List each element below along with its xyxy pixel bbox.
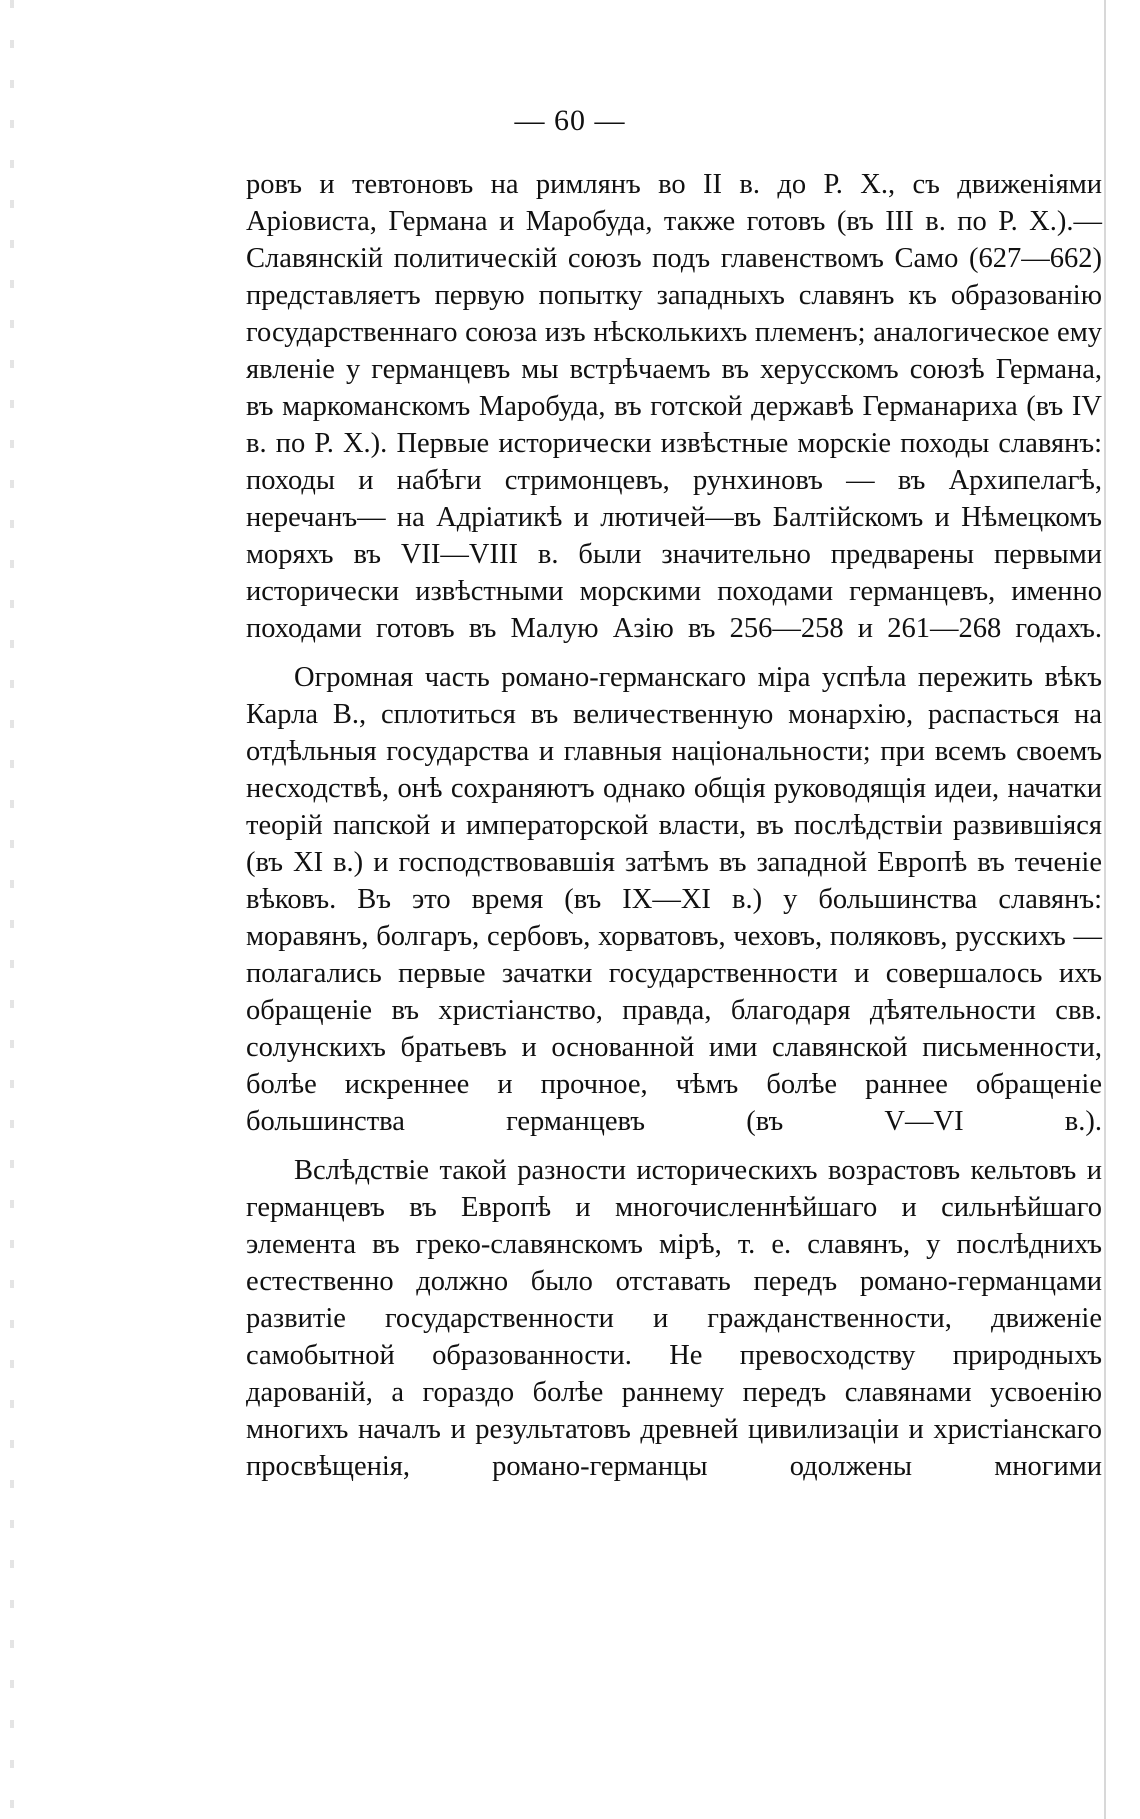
paragraph-3: Вслѣдствіе такой разности историческихъ возрастовъ кельтовъ и германцевъ въ Европѣ и многочисленнѣйшаго и сильнѣйшаго элемента въ греко-славянскомъ мірѣ, т. е. славянъ, у послѣднихъ естественно должно было отставать передъ романо-германцами развитіе государственности и гражданственности, движеніе самобытной образованности. Не превосходству природныхъ дарованій, а гораздо болѣе раннему передъ славянами усвоенію многихъ началъ и результатовъ древней цивилизаціи и христіанскаго просвѣщенія, романо-германцы одолжены многими: [246, 1155, 1102, 1482]
body-text: [246, 166, 1102, 1497]
scan-edge-marks: [10, 0, 14, 1819]
page-edge-line: [1104, 0, 1106, 1819]
paragraph-1: ровъ и тевтоновъ на римлянъ во II в. до Р. Х., съ движеніями Аріовиста, Германа и Маробуда, также готовъ (въ III в. по Р. Х.).—Славянскій политическій союзъ подъ главенствомъ Само (627—662) представляетъ первую попытку западныхъ славянъ къ образованію государственнаго союза изъ нѣсколькихъ племенъ; аналогическое ему явленіе у германцевъ мы встрѣчаемъ въ херусскомъ союзѣ Германа, въ маркоманскомъ Маробуда, въ готской державѣ Германариха (въ IV в. по Р. Х.). Первые исторически извѣстные морскіе походы славянъ: походы и набѣги стримонцевъ, рунхиновъ — въ Архипелагѣ, неречанъ— на Адріатикѣ и лютичей—въ Балтійскомъ и Нѣмецкомъ моряхъ въ VII—VIII в. были значительно предварены первыми исторически извѣстными морскими походами германцевъ, именно походами готовъ въ Малую Азію въ 256—258 и 261—268 годахъ.: [246, 169, 1102, 644]
page-number: — 60 —: [514, 104, 626, 137]
paragraph-2: Огромная часть романо-германскаго міра успѣла пережить вѣкъ Карла В., сплотиться въ величественную монархію, распасться на отдѣльныя государства и главныя національности; при всемъ своемъ несходствѣ, онѣ сохраняютъ однако общія руководящія идеи, начатки теорій папской и императорской власти, въ послѣдствіи развившіяся (въ XI в.) и господствовавшія затѣмъ въ западной Европѣ въ теченіе вѣковъ. Въ это время (въ IX—XI в.) у большинства славянъ: моравянъ, болгаръ, сербовъ, хорватовъ, чеховъ, поляковъ, русскихъ — полагались первые зачатки государственности и совершалось ихъ обращеніе въ христіанство, правда, благодаря дѣятельности свв. солунскихъ братьевъ и основанной ими славянской письменности, болѣе искреннее и прочное, чѣмъ болѣе раннее обращеніе большинства германцевъ (въ V—VI в.).: [246, 662, 1102, 1137]
